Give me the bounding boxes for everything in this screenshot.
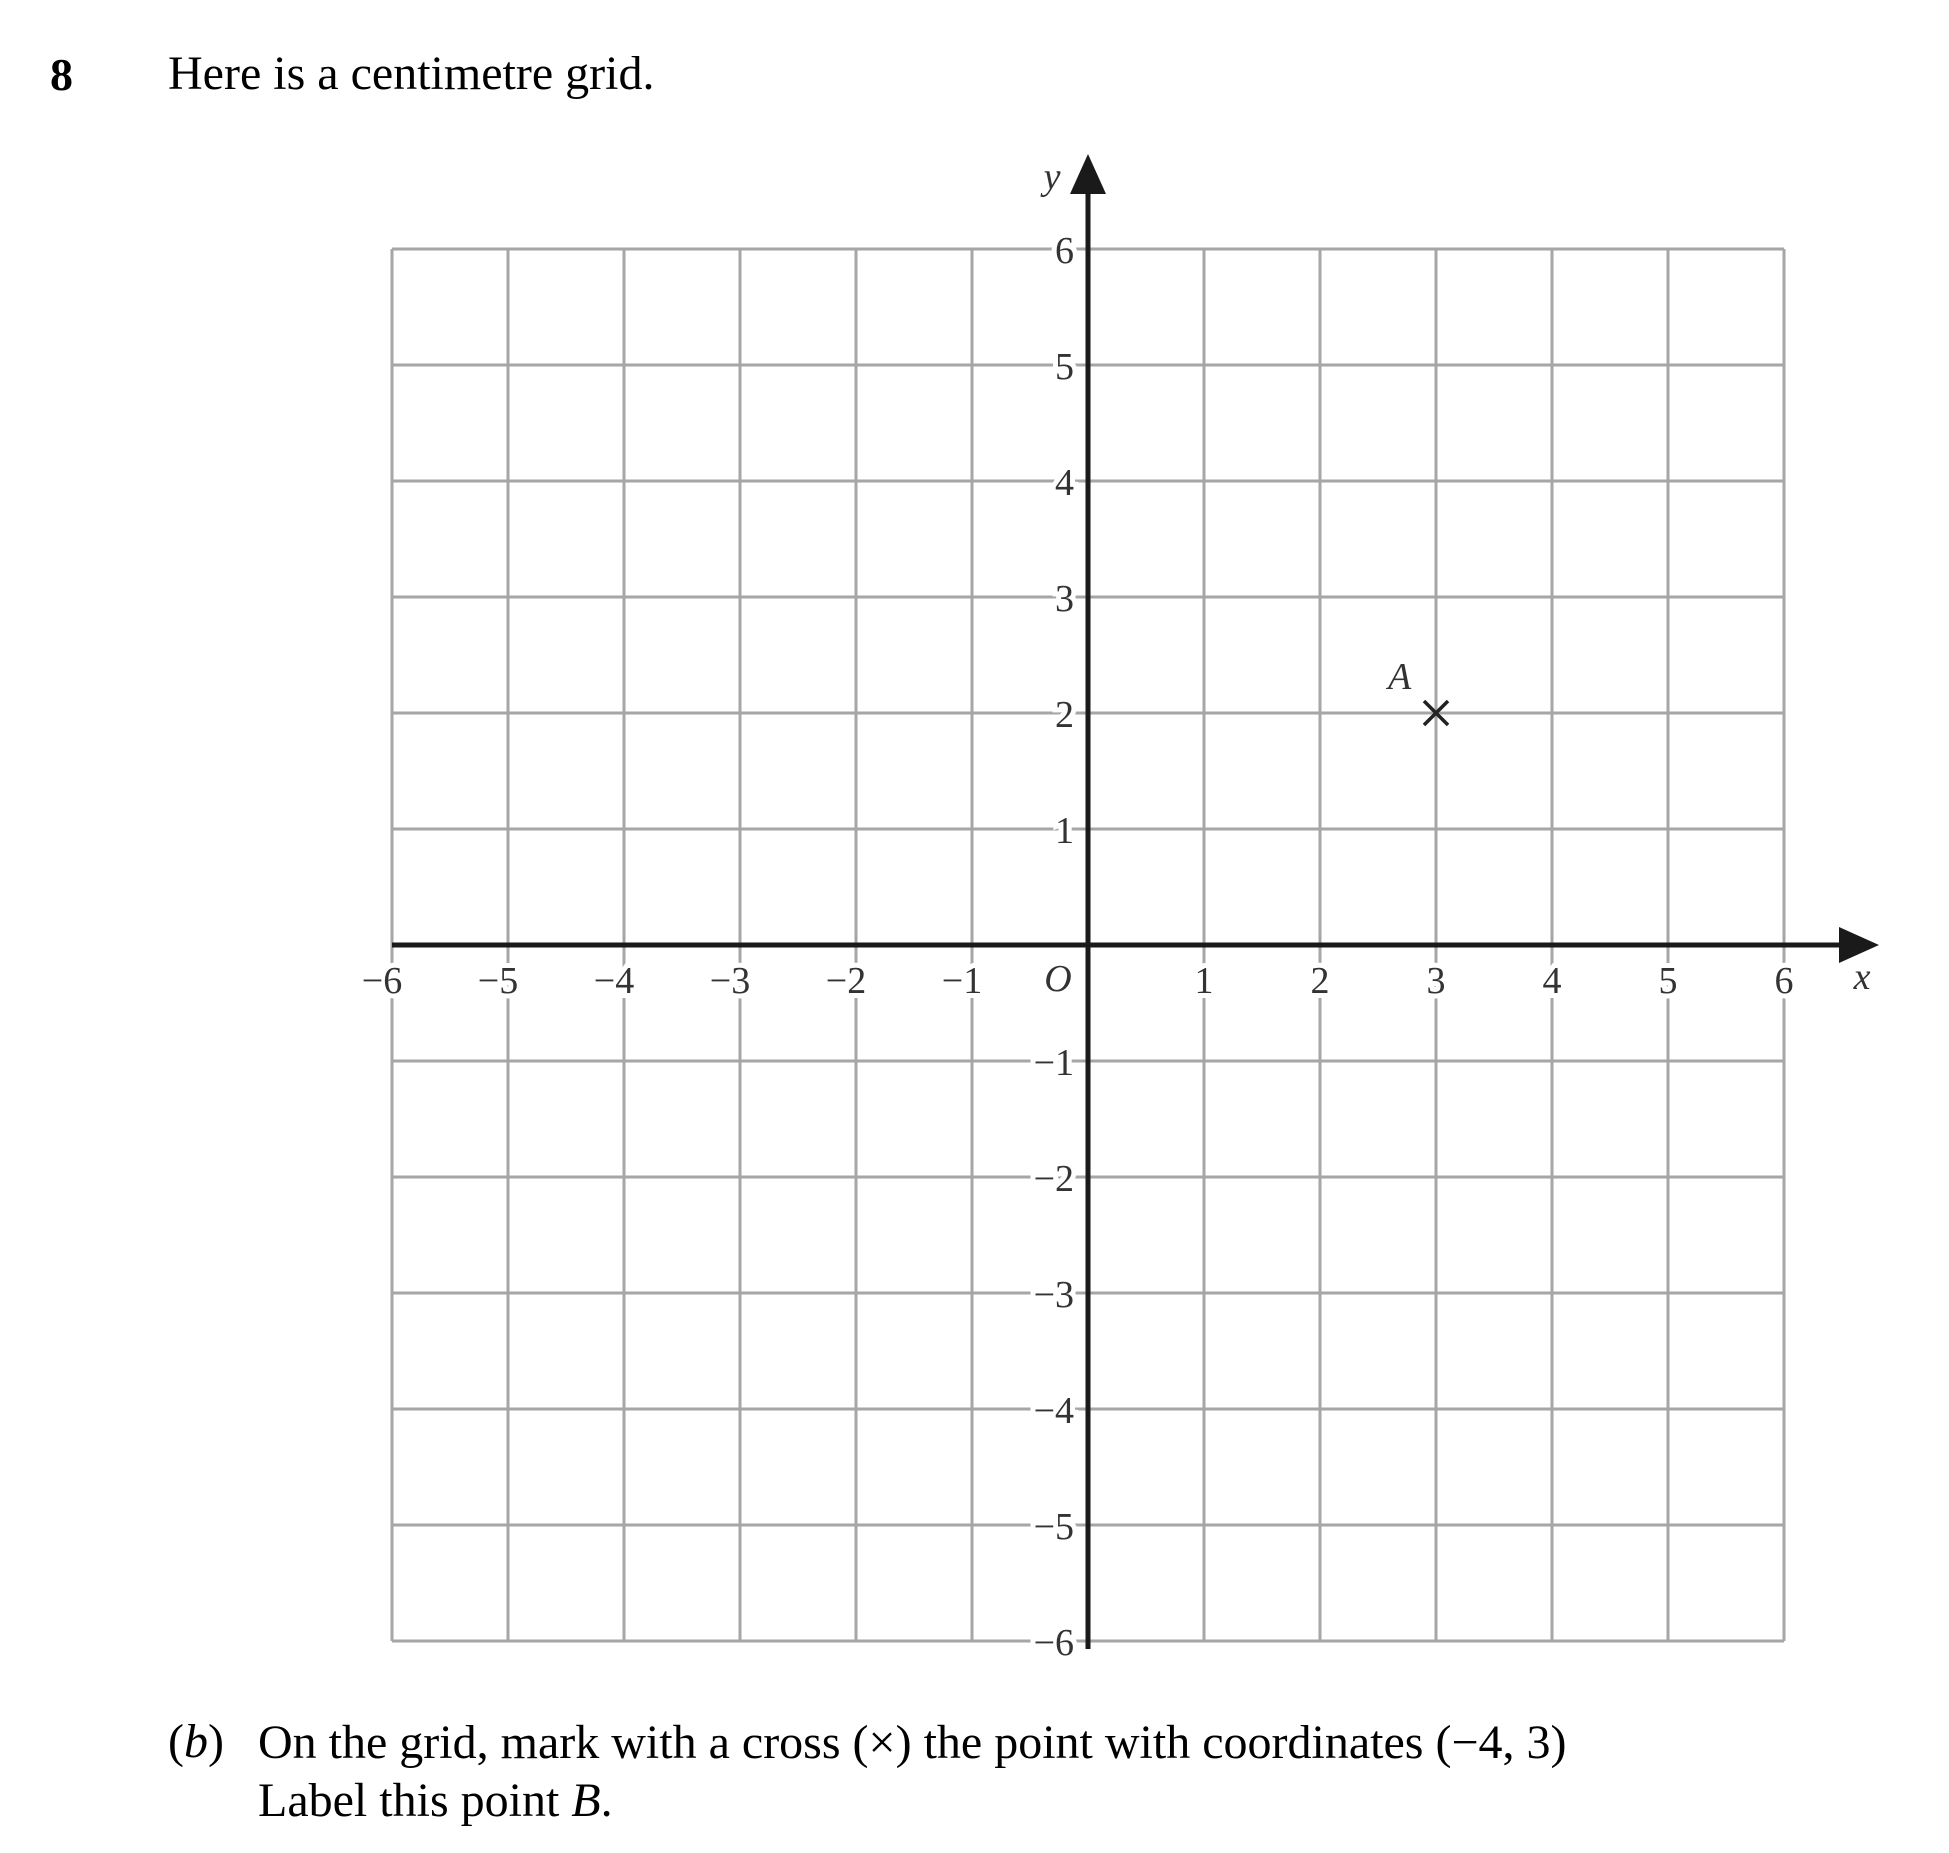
point-b-name: B — [571, 1774, 601, 1827]
x-tick-label: 5 — [1658, 960, 1678, 1002]
part-b-label: (b) — [168, 1715, 224, 1768]
x-axis-label: x — [1853, 956, 1871, 998]
x-tick-label: 6 — [1774, 960, 1794, 1002]
x-tick-label: 2 — [1310, 960, 1330, 1002]
y-tick-label: 2 — [1055, 694, 1074, 736]
x-tick-label: −3 — [709, 960, 751, 1002]
x-tick-label: −4 — [593, 960, 635, 1002]
origin-label: O — [1044, 958, 1072, 1000]
y-tick-label: 6 — [1055, 230, 1074, 272]
y-axis-label: y — [1043, 156, 1061, 198]
y-tick-label: 5 — [1055, 346, 1074, 388]
part-b-line-1: On the grid, mark with a cross (×) the point with coordinates (−4, 3) — [258, 1716, 1567, 1769]
question-intro: Here is a centimetre grid. — [168, 47, 655, 100]
y-axis-arrow-icon — [1070, 154, 1106, 194]
tick-labels — [362, 156, 1871, 1664]
x-tick-label: 4 — [1542, 960, 1562, 1002]
y-tick-label: −6 — [1033, 1622, 1074, 1664]
part-b-instructions — [258, 1714, 1567, 1830]
question-number: 8 — [50, 49, 73, 100]
x-tick-label: 3 — [1426, 960, 1446, 1002]
part-b-line-2: Label this point B. — [258, 1774, 613, 1827]
y-tick-label: −5 — [1033, 1506, 1074, 1548]
x-tick-label: 1 — [1194, 960, 1214, 1002]
point-a-label: A — [1388, 656, 1412, 698]
y-tick-label: −4 — [1033, 1390, 1074, 1432]
y-tick-label: −3 — [1033, 1274, 1074, 1316]
plotted-points — [1385, 656, 1448, 725]
x-tick-label: −6 — [361, 960, 403, 1002]
y-tick-label: −2 — [1033, 1158, 1074, 1200]
axes — [392, 154, 1879, 1649]
x-tick-label: −2 — [825, 960, 867, 1002]
y-tick-label: 3 — [1055, 578, 1074, 620]
y-tick-label: −1 — [1033, 1042, 1074, 1084]
y-tick-label: 1 — [1055, 810, 1074, 852]
y-tick-label: 4 — [1055, 462, 1074, 504]
x-tick-label: −1 — [941, 960, 983, 1002]
x-tick-label: −5 — [477, 960, 519, 1002]
